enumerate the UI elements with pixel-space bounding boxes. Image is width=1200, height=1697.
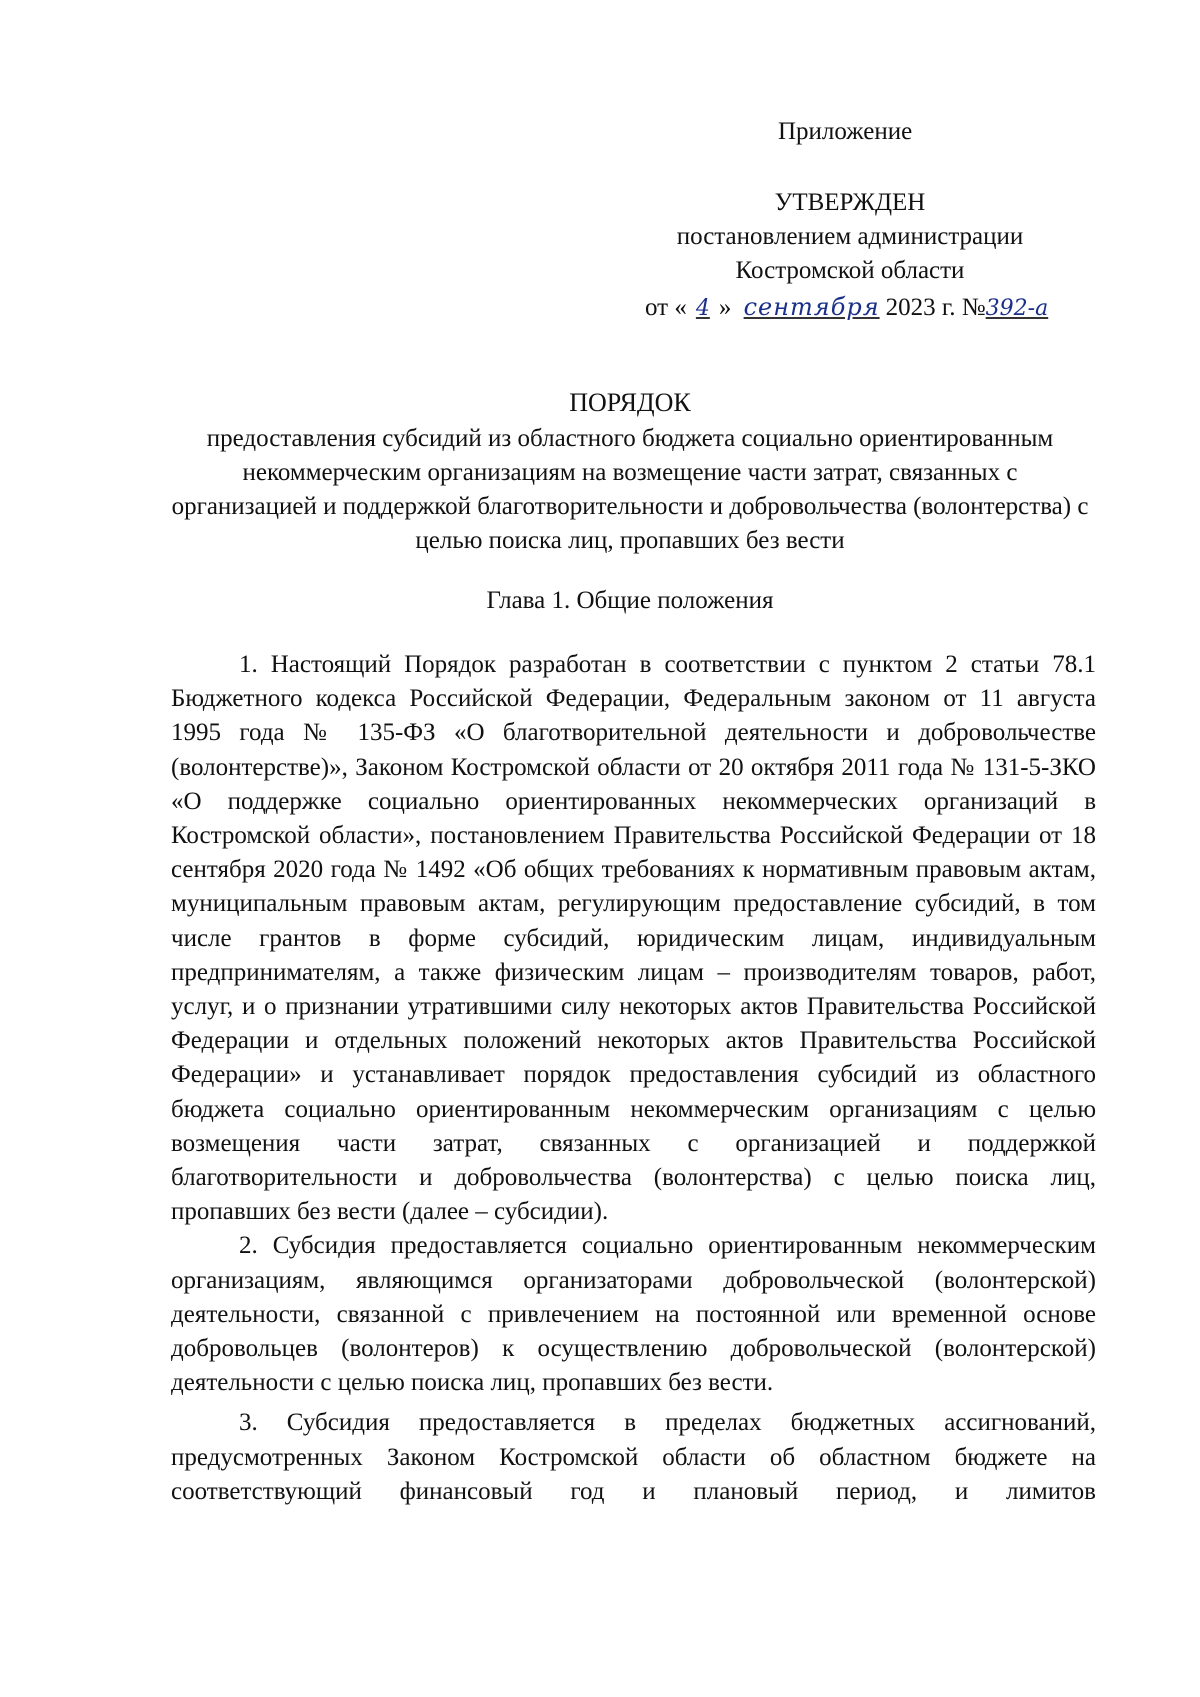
date-year: 2023 г. №	[885, 294, 986, 321]
handwritten-month: сентября	[743, 293, 880, 321]
approval-line-2: Костромской области	[735, 257, 965, 284]
appendix-label: Приложение	[778, 118, 913, 145]
approval-stamp	[620, 186, 1080, 288]
paragraph-3: 3. Субсидия предоставляется в пределах бюджетных ассигнований, предусмотренных Законом Костромской области об областном бюджете на соответствующий финансовый год и плановый период, и лимитов	[171, 1409, 1096, 1505]
chapter-heading: Глава 1. Общие положения	[486, 587, 774, 614]
handwritten-day: 4	[695, 296, 710, 321]
date-prefix: от «	[645, 294, 687, 321]
approval-date-line	[645, 290, 1049, 326]
handwritten-doc-number: 392-а	[985, 296, 1049, 321]
document-body	[171, 648, 1096, 1509]
approval-status: УТВЕРЖДЕН	[774, 189, 926, 216]
document-subtitle: предоставления субсидий из областного бюджета социально ориентированным некоммерческим организациям на возмещение части затрат, связанных с организацией и поддержкой благотворительности и добровольчества (волонтерства) с целью поиска лиц, пропавших без вести	[171, 425, 1089, 554]
paragraph-2: 2. Субсидия предоставляется социально ориентированным некоммерческим организациям, являющимся организаторами добровольческой (волонтерской) деятельности, связанной с привлечением на постоянной или временной основе добровольцев (волонтеров) к осуществлению добровольческой (волонтерской) деятельности с целью поиска лиц, пропавших без вести.	[171, 1232, 1096, 1397]
date-mid: »	[718, 294, 732, 321]
paragraph-1: 1. Настоящий Порядок разработан в соответствии с пунктом 2 статьи 78.1 Бюджетного кодекса Российской Федерации, Федеральным законом от 11 августа 1995 года № 135-ФЗ «О благотворительной деятельности и добровольчестве (волонтерстве)», Законом Костромской области от 20 октября 2011 года № 131-5-ЗКО «О поддержке социально ориентированных некоммерческих организаций в Костромской области», постановлением Правительства Российской Федерации от 18 сентября 2020 года № 1492 «Об общих требованиях к нормативным правовым актам, муниципальным правовым актам, регулирующим предоставление субсидий, в том числе грантов в форме субсидий, юридическим лицам, индивидуальным предпринимателям, а также физическим лицам – производителям товаров, работ, услуг, и о признании утратившими силу некоторых актов Правительства Российской Федерации и отдельных положений некоторых актов Правительства Российской Федерации» и устанавливает порядок предоставления субсидий из областного бюджета социально ориентированным некоммерческим организациям с целью возмещения части затрат, связанных с организацией и поддержкой благотворительности и добровольчества (волонтерства) с целью поиска лиц, пропавших без вести (далее – субсидии).	[171, 651, 1096, 1226]
document-title: ПОРЯДОК	[569, 388, 691, 417]
approval-line-1: постановлением администрации	[676, 223, 1024, 250]
